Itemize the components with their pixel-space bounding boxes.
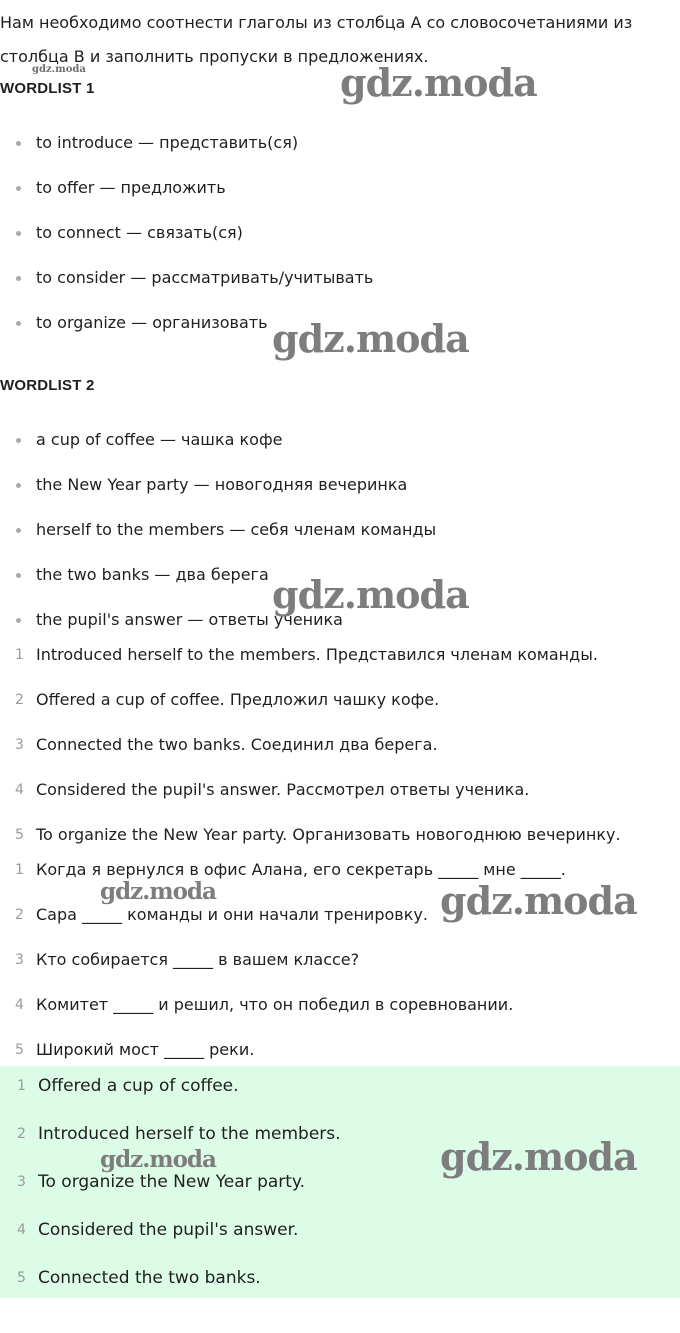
wordlist-2-title: WORDLIST 2 <box>0 377 95 394</box>
bullet-icon <box>16 186 21 191</box>
bullet-icon <box>16 438 21 443</box>
bullet-icon <box>16 276 21 281</box>
watermark-wordlist-2: gdz.moda <box>272 572 469 617</box>
watermark-sentences-right: gdz.moda <box>440 878 637 923</box>
bullet-icon <box>16 618 21 623</box>
watermark-answers-left: gdz.moda <box>100 1146 216 1173</box>
watermark-sentences-left: gdz.moda <box>100 878 216 905</box>
bullet-icon <box>16 573 21 578</box>
bullet-icon <box>16 483 21 488</box>
task-intro: Нам необходимо соотнести глаголы из столбца А со словосочетаниями из столбца В и заполнить пропуски в предложениях. <box>0 13 633 66</box>
watermark-answers-right: gdz.moda <box>440 1134 637 1179</box>
bullet-icon <box>16 231 21 236</box>
watermark-top: gdz.moda <box>340 60 537 105</box>
wordlist-1-title: WORDLIST 1 <box>0 80 95 97</box>
answers-panel: 1 Offered a cup of coffee. 2 Introduced herself to the members. 3 To organize the New Year party. 4 Considered the pupil's answer. 5 Connected the two banks. <box>0 1066 680 1298</box>
watermark-wordlist-1: gdz.moda <box>272 316 469 361</box>
bullet-icon <box>16 141 21 146</box>
watermark-small: gdz.moda <box>32 64 86 75</box>
bullet-icon <box>16 528 21 533</box>
bullet-icon <box>16 321 21 326</box>
